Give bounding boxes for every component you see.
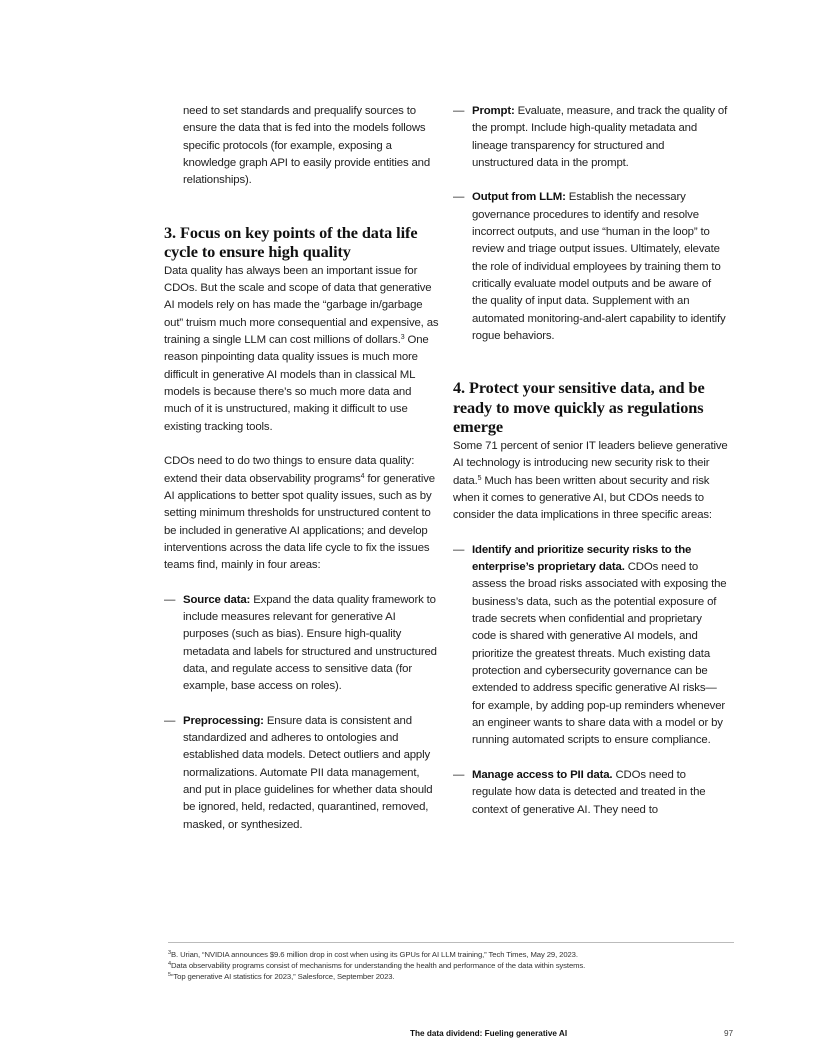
section-4-paragraph-1: Some 71 percent of senior IT leaders believe generative AI technology is introducing new security risk to their data.$^5$ Much has been written about security and risk when it comes to generative AI, but CDOs needs to consider the data implications in three specific areas: — [453, 439, 728, 522]
bullet-label: Preprocessing: — [183, 714, 264, 727]
page-number: 97 — [724, 1029, 734, 1038]
section-3-paragraph-1: Data quality has always been an important issue for CDOs. But the scale and scope of data that generative AI models rely on has made the “garbage in/garbage out” truism much more consequential and expensive, as training a single LLM can cost millions of dollars.$^3$ One reason pinpointing data quality issues is much more difficult in generative AI models than in classical ML models is because there’s so much more data and much of it is unstructured, making it difficult to use existing tracking tools. — [164, 264, 439, 433]
bullet-label: Prompt: — [472, 105, 515, 117]
footnote-5: $^5$“Top generative AI statistics for 2023,” Salesforce, September 2023. — [168, 971, 395, 981]
bullet-source-data: — Source data: Expand the data quality framework to include measures relevant for generative AI purposes (such as bias). Ensure high-quality metadata and labels for structured and unstructured data, and regulate access to sensitive data (for example, base access on roles). — [164, 592, 439, 696]
footnote-ref-5[interactable]: 5 — [477, 474, 482, 482]
right-column — [453, 103, 728, 819]
bullet-label: Source data: — [183, 593, 251, 606]
dash-bullet-icon: — — [164, 714, 176, 727]
section-3-paragraph-2: CDOs need to do two things to ensure data quality: extend their data observability programs$^4$ for generative AI applications to better spot quality issues, such as by setting minimum thresholds for unstructured content to be included in generative AI applications; and develop interventions across the data life cycle to fix the issues teams find, mainly in four areas: — [164, 455, 435, 572]
continuation-paragraph: need to set standards and prequalify sources to ensure the data that is fed into the models follows specific protocols (for example, exposing a knowledge graph API to easily provide entities and relationships). — [183, 105, 431, 187]
footnote-ref-4[interactable]: 4 — [360, 472, 365, 480]
dash-bullet-icon: — — [453, 105, 465, 117]
footnote-4: $^4$Data observability programs consist of mechanisms for understanding the health and performance of the data within systems. — [168, 960, 586, 970]
section-3-heading: 3. Focus on key points of the data life cycle to ensure high quality — [164, 222, 418, 262]
footnote-ref-3[interactable]: 3 — [400, 334, 405, 342]
bullet-manage-pii-access: — Manage access to PII data. CDOs need to regulate how data is detected and treated in the context of generative AI. They need to — [453, 767, 728, 819]
bullet-prompt: — Prompt: Evaluate, measure, and track the quality of the prompt. Include high-quality metadata and lineage transparency for structured and unstructured data in the prompt. — [453, 103, 728, 172]
bullet-preprocessing: — Preprocessing: Ensure data is consistent and standardized and adheres to ontologies and established data models. Detect outliers and apply normalizations. Automate PII data management, and put in place guidelines for whether data should be ignored, held, redacted, quarantined, removed, masked, or synthesized. — [164, 713, 439, 834]
bullet-label: Manage access to PII data. — [472, 768, 613, 781]
bullet-identify-security-risks: — Identify and prioritize security risks to the enterprise’s proprietary data. CDOs need to assess the broad risks associated with exposing the business’s data, such as the potential exposure of trade secrets when confidential and proprietary code is shared with generative AI models, and prioritize the greatest threats. Much existing data protection and cybersecurity governance can be extended to address specific generative AI risks—for example, by adding pop-up reminders whenever an engineer wants to share data with a model or by running automated scripts to ensure compliance. — [453, 542, 728, 750]
left-column — [164, 103, 439, 834]
dash-bullet-icon: — — [453, 768, 465, 781]
footer-document-title: The data dividend: Fueling generative AI — [410, 1029, 568, 1038]
dash-bullet-icon: — — [164, 593, 176, 606]
footnotes — [168, 942, 734, 982]
bullet-label: Identify and prioritize security risks to the enterprise’s proprietary data. — [472, 543, 692, 574]
dash-bullet-icon: — — [453, 543, 465, 556]
footnote-3: $^3$B. Urian, “NVIDIA announces $9.6 million drop in cost when using its GPUs for AI LLM training,” Tech Times, May 29, 2023. — [168, 950, 578, 959]
bullet-label: Output from LLM: — [472, 191, 566, 204]
dash-bullet-icon: — — [453, 191, 465, 204]
bullet-output-from-llm: — Output from LLM: Establish the necessary governance procedures to identify and resolve incorrect outputs, and use “human in the loop” to review and triage output issues. Ultimately, elevate the role of individual employees by training them to critically evaluate model outputs and be aware of the quality of input data. Supplement with an automated monitoring-and-alert capability to identify rogue behaviors. — [453, 189, 728, 345]
section-4-heading: 4. Protect your sensitive data, and be ready to move quickly as regulations emerge — [453, 378, 705, 437]
